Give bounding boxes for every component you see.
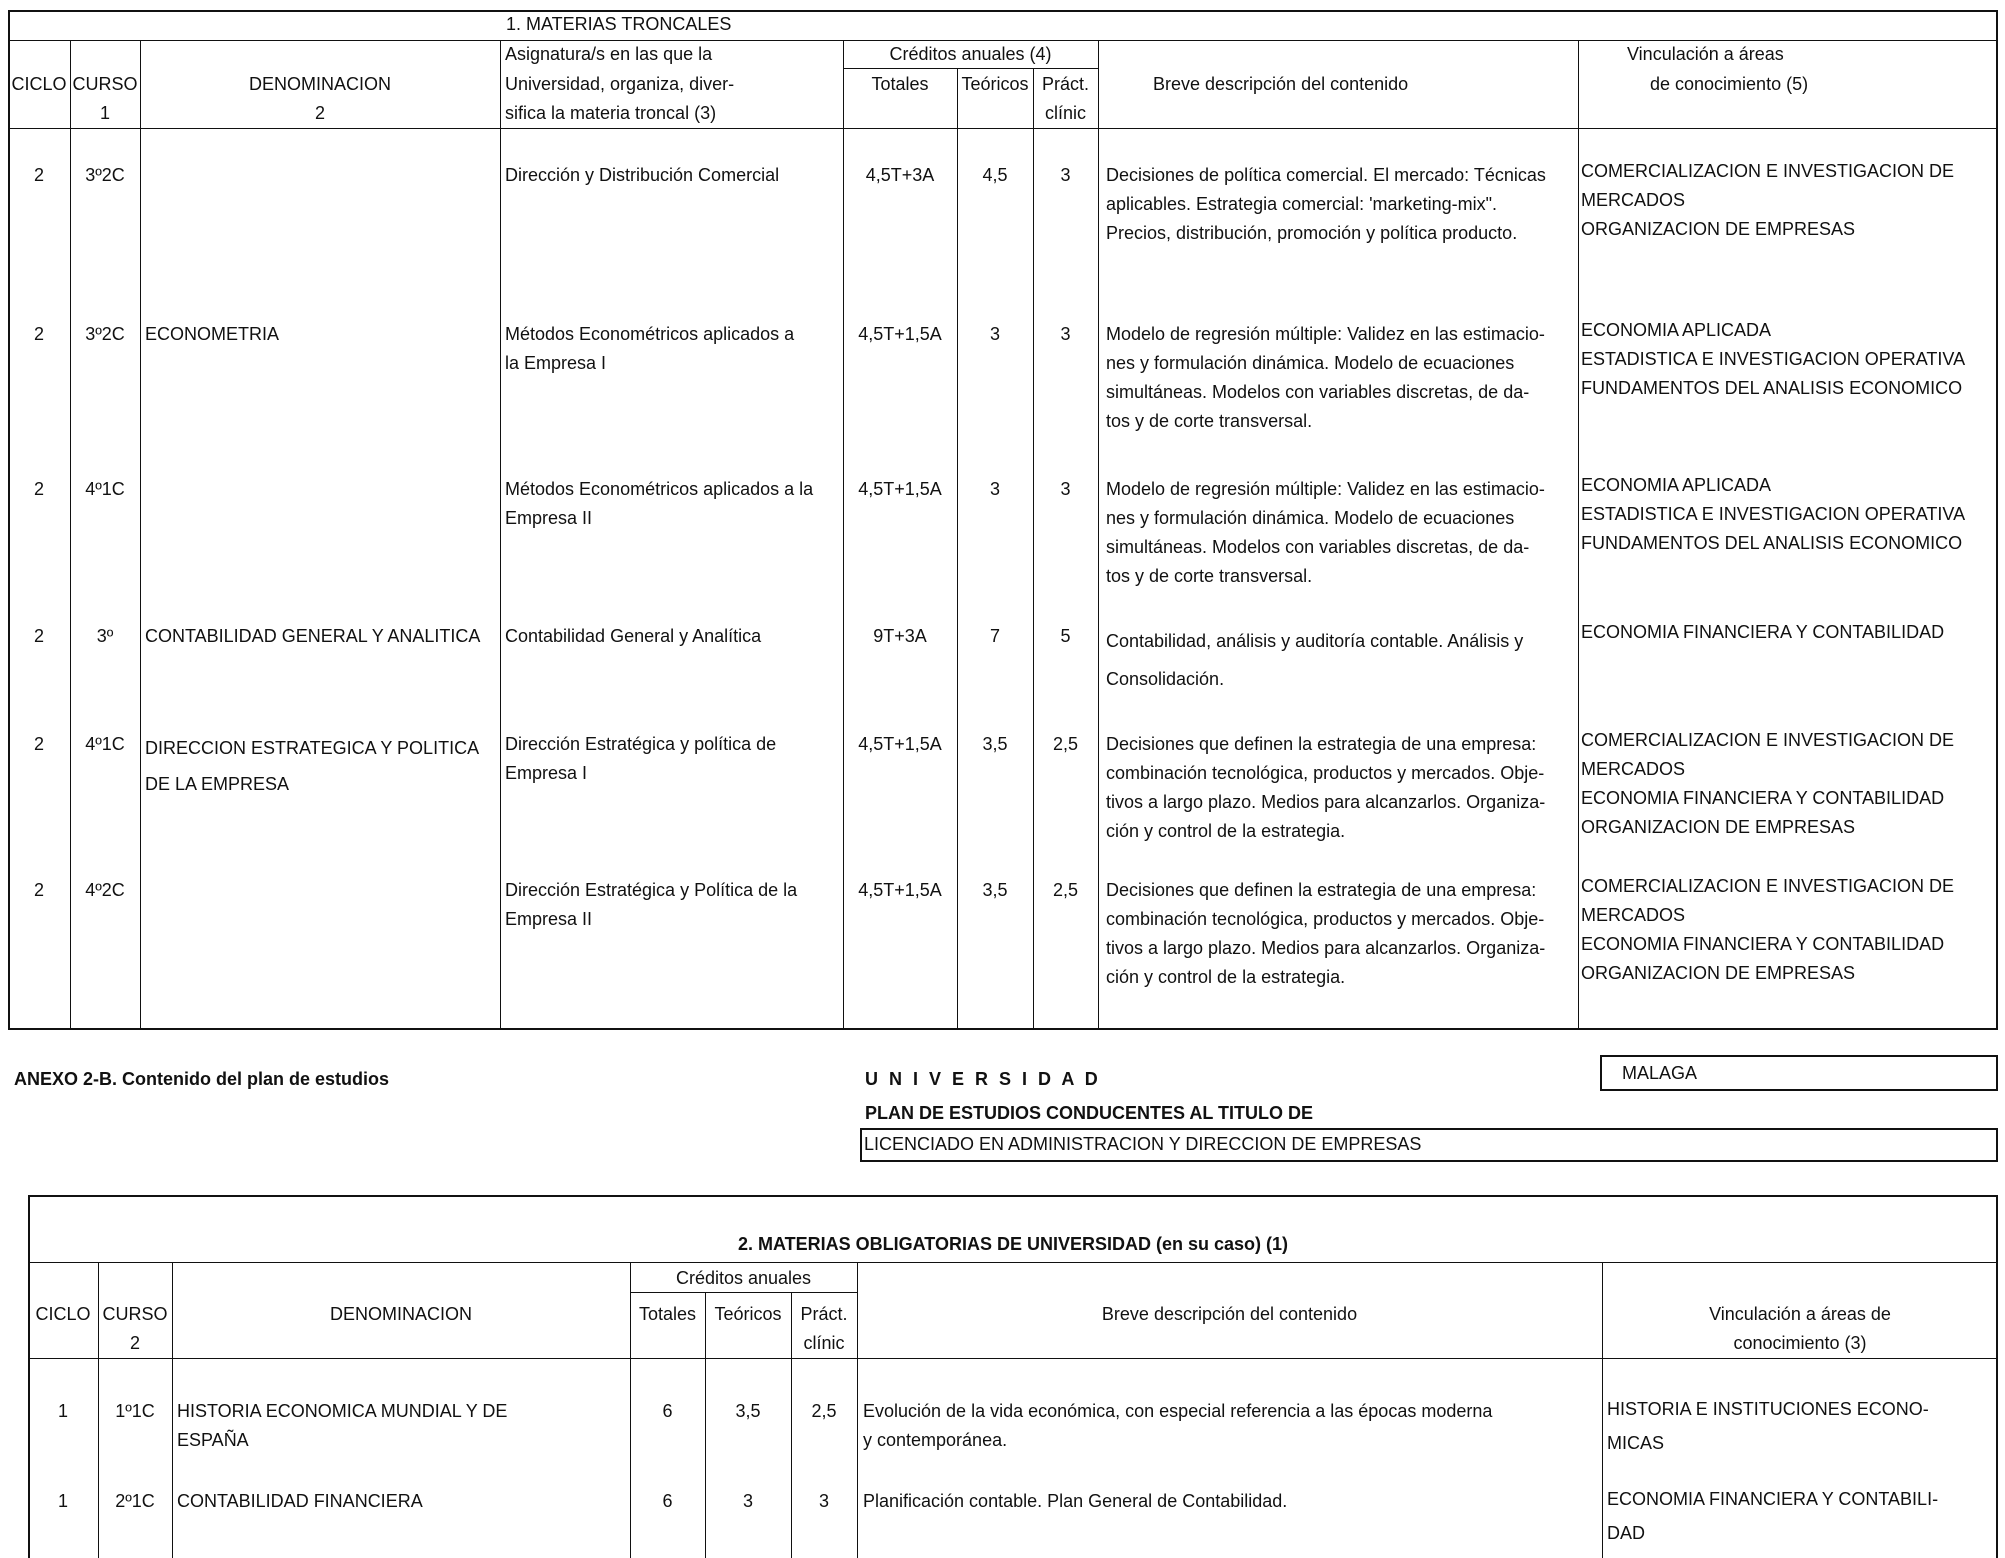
cell-asignatura-line: Empresa II [505,508,593,528]
header2-totales: Totales [638,1304,697,1324]
cell-curso: 3º2C [85,165,125,185]
cell-curso: 4º1C [85,479,125,499]
cell-denominacion-line: ESPAÑA [177,1430,249,1450]
cell-denominacion [145,730,479,802]
header2-teoricos: Teóricos [714,1304,782,1324]
cell-descripcion [1106,161,1546,248]
cell-ciclo: 2 [33,626,44,646]
cell-descripcion-line: y contemporánea. [863,1430,1008,1450]
cell-curso: 4º1C [85,734,125,754]
cell-descripcion [1106,622,1523,698]
cell-areas-line: COMERCIALIZACION E INVESTIGACION DE [1581,730,1955,750]
cell-curso: 2º1C [115,1491,155,1511]
header-descripcion: Breve descripción del contenido [1153,74,1409,94]
cell-denominacion [177,1397,507,1455]
cell-areas-line: HISTORIA E INSTITUCIONES ECONO- [1607,1399,1929,1419]
cell-asignatura-line: Contabilidad General y Analítica [505,626,762,646]
cell-asignatura [505,320,794,378]
cell-teoricos: 7 [989,626,1000,646]
cell-ciclo: 2 [33,324,44,344]
obligatorias-title: 2. MATERIAS OBLIGATORIAS DE UNIVERSIDAD (en su caso) (1) [737,1234,1289,1254]
cell-ciclo: 1 [57,1491,68,1511]
cell-denominacion-line: DIRECCION ESTRATEGICA Y POLITICA [145,738,480,758]
cell-descripcion-line: tos y de corte transversal. [1106,411,1313,431]
header-teoricos: Teóricos [961,74,1029,94]
plan-label: PLAN DE ESTUDIOS CONDUCENTES AL TITULO DE [865,1103,1314,1123]
cell-practicos: 2,5 [1052,734,1079,754]
cell-asignatura [505,161,779,190]
header-creditos: Créditos anuales (4) [889,44,1052,64]
cell-areas-line: MERCADOS [1581,759,1686,779]
cell-descripcion-line: Precios, distribución, promoción y política producto. [1106,223,1518,243]
cell-areas-line: ORGANIZACION DE EMPRESAS [1581,963,1856,983]
cell-asignatura [505,622,761,651]
header2-curso-num: 2 [129,1333,140,1353]
cell-areas [1581,872,1954,988]
cell-descripcion-line: tivos a largo plazo. Medios para alcanzarlos. Organiza- [1106,938,1546,958]
cell-areas [1607,1392,1929,1460]
cell-curso: 3º [96,626,114,646]
cell-areas [1581,618,1944,647]
header-practicos-1: Práct. [1041,74,1089,94]
cell-ciclo: 2 [33,734,44,754]
cell-descripcion-line: Decisiones que definen la estrategia de una empresa: [1106,880,1537,900]
cell-areas-line: ORGANIZACION DE EMPRESAS [1581,219,1856,239]
cell-asignatura [505,475,813,533]
cell-practicos: 2,5 [1052,880,1079,900]
cell-descripcion [1106,876,1545,992]
titulo-value: LICENCIADO EN ADMINISTRACION Y DIRECCION DE EMPRESAS [864,1134,1422,1154]
cell-descripcion-line: combinación tecnológica, productos y mercados. Obje- [1106,763,1545,783]
cell-areas-line: ECONOMIA FINANCIERA Y CONTABILIDAD [1581,934,1945,954]
universidad-value: MALAGA [1622,1063,1698,1083]
cell-asignatura-line: Dirección Estratégica y Política de la [505,880,798,900]
universidad-label: U N I V E R S I D A D [865,1069,1101,1089]
cell-denominacion-line: CONTABILIDAD FINANCIERA [177,1491,423,1511]
cell-asignatura-line: Empresa I [505,763,588,783]
cell-areas [1581,316,1965,403]
cell-descripcion-line: nes y formulación dinámica. Modelo de ecuaciones [1106,353,1515,373]
cell-ciclo: 2 [33,880,44,900]
cell-denominacion [145,320,279,349]
cell-curso: 4º2C [85,880,125,900]
header-asignaturas-3: sifica la materia troncal (3) [505,103,717,123]
header2-descripcion: Breve descripción del contenido [1101,1304,1358,1324]
header-vinculacion-2: de conocimiento (5) [1650,74,1809,94]
cell-practicos: 3 [1060,479,1071,499]
anexo-label: ANEXO 2-B. Contenido del plan de estudios [14,1069,390,1089]
cell-areas-line: FUNDAMENTOS DEL ANALISIS ECONOMICO [1581,378,1963,398]
cell-descripcion-line: tivos a largo plazo. Medios para alcanzarlos. Organiza- [1106,792,1546,812]
cell-descripcion-line: Consolidación. [1106,669,1225,689]
cell-areas [1581,726,1954,842]
header2-practicos-1: Práct. [800,1304,848,1324]
cell-descripcion-line: ción y control de la estrategia. [1106,967,1346,987]
header-vinculacion-1: Vinculación a áreas [1627,44,1784,64]
cell-areas-line: ESTADISTICA E INVESTIGACION OPERATIVA [1581,349,1966,369]
cell-practicos: 3 [818,1491,829,1511]
cell-descripcion [1106,475,1545,591]
header2-vinculacion-1: Vinculación a áreas de [1709,1304,1891,1324]
cell-teoricos: 4,5 [982,165,1008,185]
cell-areas [1581,157,1954,244]
cell-totales: 4,5T+1,5A [858,880,942,900]
header2-vinculacion-2: conocimiento (3) [1733,1333,1867,1353]
cell-totales: 6 [662,1401,673,1421]
header-denominacion: DENOMINACION [248,74,391,94]
cell-areas [1581,471,1965,558]
cell-asignatura [505,730,776,788]
cell-descripcion-line: simultáneas. Modelos con variables discretas, de da- [1106,382,1530,402]
header-totales: Totales [871,74,929,94]
cell-descripcion-line: Decisiones de política comercial. El mercado: Técnicas [1106,165,1546,185]
cell-areas [1607,1482,1938,1550]
cell-descripcion [863,1397,1492,1455]
cell-asignatura-line: Métodos Econométricos aplicados a [505,324,795,344]
cell-areas-line: COMERCIALIZACION E INVESTIGACION DE [1581,161,1955,181]
cell-areas-line: MICAS [1607,1433,1665,1453]
cell-practicos: 3 [1060,324,1071,344]
cell-denominacion [145,622,480,651]
troncales-title: 1. MATERIAS TRONCALES [506,14,732,34]
cell-denominacion-line: CONTABILIDAD GENERAL Y ANALITICA [145,626,481,646]
cell-areas-line: COMERCIALIZACION E INVESTIGACION DE [1581,876,1955,896]
cell-areas-line: ECONOMIA APLICADA [1581,320,1772,340]
cell-totales: 6 [662,1491,673,1511]
cell-areas-line: ECONOMIA FINANCIERA Y CONTABILIDAD [1581,788,1945,808]
header-curso: CURSO [72,74,138,94]
cell-areas-line: FUNDAMENTOS DEL ANALISIS ECONOMICO [1581,533,1963,553]
cell-asignatura-line: Empresa II [505,909,593,929]
header-ciclo: CICLO [11,74,67,94]
cell-teoricos: 3,5 [982,734,1008,754]
cell-areas-line: DAD [1607,1523,1646,1543]
cell-descripcion-line: Modelo de regresión múltiple: Validez en las estimacio- [1106,479,1545,499]
cell-teoricos: 3 [989,479,1000,499]
cell-totales: 4,5T+1,5A [858,324,942,344]
cell-totales: 4,5T+3A [865,165,935,185]
cell-descripcion [863,1487,1287,1516]
cell-practicos: 5 [1060,626,1071,646]
header2-practicos-2: clínic [803,1333,845,1353]
header-practicos-2: clínic [1044,103,1086,123]
cell-asignatura-line: Métodos Econométricos aplicados a la [505,479,814,499]
cell-totales: 4,5T+1,5A [858,734,942,754]
cell-denominacion-line: ECONOMETRIA [145,324,280,344]
header2-denominacion: DENOMINACION [329,1304,472,1324]
cell-ciclo: 2 [33,479,44,499]
cell-areas-line: ESTADISTICA E INVESTIGACION OPERATIVA [1581,504,1966,524]
cell-areas-line: ORGANIZACION DE EMPRESAS [1581,817,1856,837]
cell-asignatura [505,876,797,934]
header-asignaturas-2: Universidad, organiza, diver- [505,74,735,94]
cell-curso: 3º2C [85,324,125,344]
cell-asignatura-line: la Empresa I [505,353,607,373]
cell-descripcion-line: ción y control de la estrategia. [1106,821,1346,841]
cell-descripcion [1106,320,1545,436]
cell-descripcion-line: Contabilidad, análisis y auditoría contable. Análisis y [1106,631,1524,651]
cell-descripcion-line: Planificación contable. Plan General de Contabilidad. [863,1491,1288,1511]
cell-descripcion-line: aplicables. Estrategia comercial: 'marketing-mix". [1106,194,1497,214]
header2-curso: CURSO [102,1304,168,1324]
cell-descripcion [1106,730,1545,846]
cell-descripcion-line: simultáneas. Modelos con variables discretas, de da- [1106,537,1530,557]
cell-teoricos: 3,5 [982,880,1008,900]
cell-practicos: 3 [1060,165,1071,185]
cell-teoricos: 3 [742,1491,753,1511]
cell-denominacion-line: DE LA EMPRESA [145,774,290,794]
cell-ciclo: 1 [57,1401,68,1421]
cell-descripcion-line: Decisiones que definen la estrategia de una empresa: [1106,734,1537,754]
cell-descripcion-line: combinación tecnológica, productos y mercados. Obje- [1106,909,1545,929]
cell-denominacion [177,1487,423,1516]
cell-areas-line: MERCADOS [1581,190,1686,210]
cell-areas-line: MERCADOS [1581,905,1686,925]
cell-teoricos: 3 [989,324,1000,344]
cell-descripcion-line: Evolución de la vida económica, con especial referencia a las épocas moderna [863,1401,1493,1421]
cell-curso: 1º1C [115,1401,155,1421]
cell-denominacion-line: HISTORIA ECONOMICA MUNDIAL Y DE [177,1401,508,1421]
header-curso-num: 1 [99,103,110,123]
cell-totales: 4,5T+1,5A [858,479,942,499]
cell-asignatura-line: Dirección y Distribución Comercial [505,165,780,185]
header2-ciclo: CICLO [35,1304,91,1324]
cell-areas-line: ECONOMIA APLICADA [1581,475,1772,495]
header-denominacion-num: 2 [314,103,325,123]
cell-teoricos: 3,5 [735,1401,761,1421]
cell-descripcion-line: tos y de corte transversal. [1106,566,1313,586]
header2-creditos: Créditos anuales [675,1268,812,1288]
cell-totales: 9T+3A [873,626,927,646]
cell-ciclo: 2 [33,165,44,185]
cell-areas-line: ECONOMIA FINANCIERA Y CONTABILIDAD [1581,622,1945,642]
cell-descripcion-line: nes y formulación dinámica. Modelo de ecuaciones [1106,508,1515,528]
cell-descripcion-line: Modelo de regresión múltiple: Validez en las estimacio- [1106,324,1545,344]
header-asignaturas-1: Asignatura/s en las que la [505,44,713,64]
cell-asignatura-line: Dirección Estratégica y política de [505,734,777,754]
cell-areas-line: ECONOMIA FINANCIERA Y CONTABILI- [1607,1489,1939,1509]
cell-practicos: 2,5 [811,1401,837,1421]
